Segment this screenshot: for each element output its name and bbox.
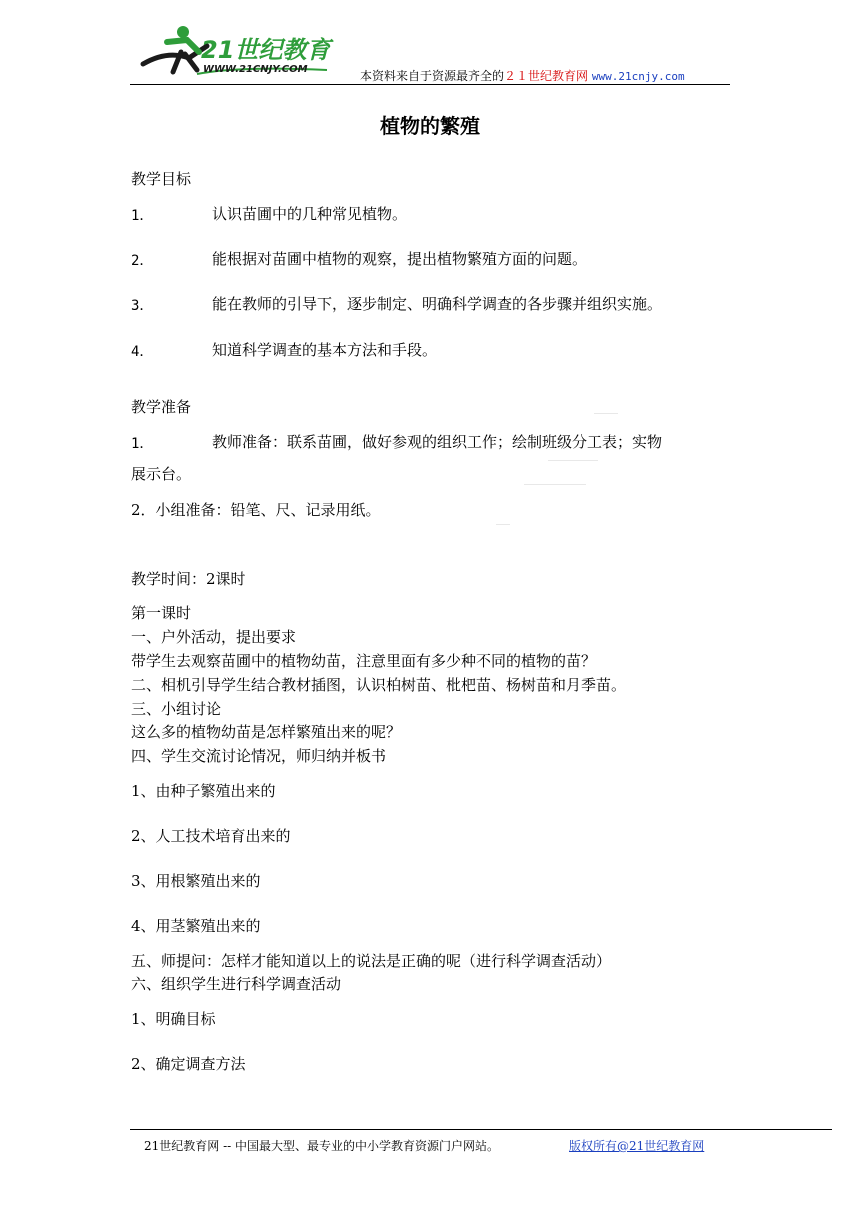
- lesson-line-5: 这么多的植物幼苗是怎样繁殖出来的呢？: [131, 723, 402, 741]
- step-2: 2、确定调查方法: [131, 1055, 246, 1073]
- header-note-brand: ２１世纪教育网: [504, 69, 589, 83]
- goal-2-num: 2．: [131, 253, 154, 269]
- lesson-line-2: 带学生去观察苗圃中的植物幼苗，注意里面有多少种不同的植物的苗？: [131, 652, 597, 670]
- faint-mark: [548, 460, 598, 461]
- lesson-line-6: 四、学生交流讨论情况，师归纳并板书: [131, 747, 387, 765]
- faint-mark: [524, 484, 586, 485]
- lesson-heading: 第一课时: [131, 604, 192, 622]
- header-note-prefix: 本资料来自于资源最齐全的: [360, 69, 505, 83]
- faint-mark: [594, 413, 618, 414]
- header-divider: [130, 84, 730, 85]
- lesson-line-8: 六、组织学生进行科学调查活动: [131, 975, 342, 993]
- goal-3-text: 能在教师的引导下，逐步制定、明确科学调查的各步骤并组织实施。: [212, 295, 663, 313]
- footer-text: 21世纪教育网 -- 中国最大型、最专业的中小学教育资源门户网站。: [144, 1139, 500, 1153]
- prep-1-num: 1．: [131, 436, 154, 452]
- goal-4-num: 4．: [131, 344, 154, 360]
- prep-1-line2: 展示台。: [131, 465, 192, 483]
- logo-url: WWW.21CNJY.COM: [203, 64, 308, 75]
- lesson-line-7: 五、师提问：怎样才能知道以上的说法是正确的呢（进行科学调查活动）: [131, 952, 612, 970]
- site-logo: [137, 22, 337, 84]
- page-title: 植物的繁殖: [380, 114, 480, 138]
- board-item-1: 1、由种子繁殖出来的: [131, 782, 276, 800]
- lesson-line-1: 一、户外活动，提出要求: [131, 628, 297, 646]
- board-item-3: 3、用根繁殖出来的: [131, 872, 261, 890]
- header-note-url[interactable]: www.21cnjy.com: [591, 70, 685, 83]
- prep-2: 2．小组准备：铅笔、尺、记录用纸。: [131, 501, 381, 519]
- teaching-time: 教学时间：2课时: [131, 570, 246, 588]
- goal-1-num: 1．: [131, 208, 154, 224]
- goal-3-num: 3．: [131, 298, 154, 314]
- goal-1-text: 认识苗圃中的几种常见植物。: [212, 205, 408, 223]
- goal-4-text: 知道科学调查的基本方法和手段。: [212, 341, 438, 359]
- logo-text: 21世纪教育: [201, 36, 331, 64]
- footer-divider: [130, 1129, 832, 1130]
- step-1: 1、明确目标: [131, 1010, 216, 1028]
- board-item-4: 4、用茎繁殖出来的: [131, 917, 261, 935]
- header-note: [360, 67, 685, 84]
- prep-heading: 教学准备: [131, 398, 192, 416]
- goal-2-text: 能根据对苗圃中植物的观察，提出植物繁殖方面的问题。: [212, 250, 588, 268]
- lesson-line-4: 三、小组讨论: [131, 700, 222, 718]
- prep-1-line1: 教师准备：联系苗圃，做好参观的组织工作；绘制班级分工表；实物: [212, 433, 663, 451]
- footer-copyright-link[interactable]: 版权所有@21世纪教育网: [569, 1139, 705, 1153]
- faint-mark: [496, 524, 510, 525]
- goals-heading: 教学目标: [131, 170, 192, 188]
- lesson-line-3: 二、相机引导学生结合教材插图，认识柏树苗、枇杷苗、杨树苗和月季苗。: [131, 676, 627, 694]
- board-item-2: 2、人工技术培育出来的: [131, 827, 291, 845]
